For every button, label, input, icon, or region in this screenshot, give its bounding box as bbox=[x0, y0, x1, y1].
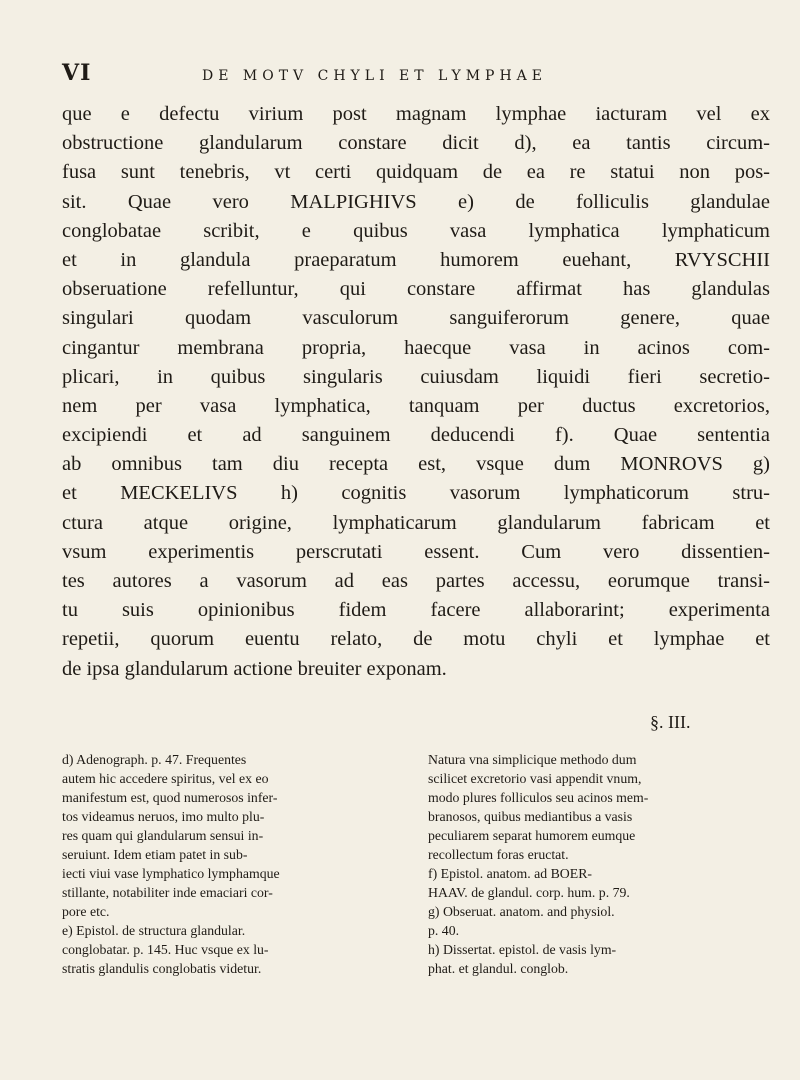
page-header bbox=[62, 60, 762, 94]
text-line: de ipsa glandularum actione breuiter exponam. bbox=[62, 657, 447, 680]
text-line: conglobatae scribit, e quibus vasa lymphatica lymphaticum bbox=[62, 219, 770, 242]
text-line: nem per vasa lymphatica, tanquam per ductus excretorios, bbox=[62, 394, 770, 417]
text-line: plicari, in quibus singularis cuiusdam liquidi fieri secretio- bbox=[62, 365, 770, 388]
text-line: et MECKELIVS h) cognitis vasorum lymphaticorum stru- bbox=[62, 482, 770, 505]
footnote-line: recollectum foras eructat. bbox=[428, 847, 569, 862]
footnote-line: Natura vna simplicique methodo dum bbox=[428, 752, 637, 767]
footnote-line: scilicet excretorio vasi appendit vnum, bbox=[428, 771, 642, 786]
text-line: sit. Quae vero MALPIGHIVS e) de folliculis glandulae bbox=[62, 190, 770, 213]
section-heading: §. III. bbox=[650, 712, 691, 732]
text-line: tu suis opinionibus fidem facere allaborarint; experimenta bbox=[62, 599, 770, 622]
footnote-line: res quam qui glandularum sensui in- bbox=[62, 828, 264, 843]
footnote-line: seruiunt. Idem etiam patet in sub- bbox=[62, 847, 248, 862]
text-line: vsum experimentis perscrutati essent. Cum vero dissentien- bbox=[62, 540, 770, 563]
footnote-line: manifestum est, quod numerosos infer- bbox=[62, 790, 278, 805]
text-line: repetii, quorum euentu relato, de motu chyli et lymphae et bbox=[62, 628, 770, 651]
text-line: excipiendi et ad sanguinem deducendi f). Quae sententia bbox=[62, 424, 770, 447]
text-line: obstructione glandularum constare dicit d), ea tantis circum- bbox=[62, 132, 770, 155]
footnote-line: e) Epistol. de structura glandular. bbox=[62, 923, 246, 938]
text-line: ab omnibus tam diu recepta est, vsque dum MONROVS g) bbox=[62, 453, 770, 476]
footnote-line: tos videamus neruos, imo multo plu- bbox=[62, 809, 265, 824]
footnotes-left-column bbox=[62, 750, 397, 978]
page-number: VI bbox=[62, 60, 92, 86]
footnote-line: p. 40. bbox=[428, 923, 460, 938]
footnote-line: stratis glandulis conglobatis videtur. bbox=[62, 961, 262, 976]
footnote-line: conglobatar. p. 145. Huc vsque ex lu- bbox=[62, 942, 269, 957]
footnote-line: modo plures folliculos seu acinos mem- bbox=[428, 790, 649, 805]
running-title: DE MOTV CHYLI ET LYMPHAE bbox=[202, 68, 547, 84]
footnote-line: g) Obseruat. anatom. and physiol. bbox=[428, 904, 615, 919]
footnote-line: phat. et glandul. conglob. bbox=[428, 961, 569, 976]
footnote-line: f) Epistol. anatom. ad BOER- bbox=[428, 866, 592, 881]
footnote-line: autem hic accedere spiritus, vel ex eo bbox=[62, 771, 269, 786]
footnote-line: branosos, quibus mediantibus a vasis bbox=[428, 809, 633, 824]
body-text bbox=[62, 100, 770, 684]
footnote-line: pore etc. bbox=[62, 904, 110, 919]
footnotes-right-column bbox=[428, 750, 773, 978]
text-line: cingantur membrana propria, haecque vasa in acinos com- bbox=[62, 336, 770, 359]
text-line: que e defectu virium post magnam lymphae iacturam vel ex bbox=[62, 103, 770, 125]
text-line: fusa sunt tenebris, vt certi quidquam de ea re statui non pos- bbox=[62, 161, 770, 184]
text-line: et in glandula praeparatum humorem euehant, RVYSCHII bbox=[62, 248, 770, 271]
footnote-line: peculiarem separat humorem eumque bbox=[428, 828, 636, 843]
footnote-line: iecti viui vase lymphatico lymphamque bbox=[62, 866, 280, 881]
footnote-line: h) Dissertat. epistol. de vasis lym- bbox=[428, 942, 617, 957]
text-line: singulari quodam vasculorum sanguiferorum genere, quae bbox=[62, 307, 770, 330]
text-line: ctura atque origine, lymphaticarum glandularum fabricam et bbox=[62, 511, 770, 534]
text-line: tes autores a vasorum ad eas partes accessu, eorumque transi- bbox=[62, 570, 770, 592]
text-line: obseruatione refelluntur, qui constare affirmat has glandulas bbox=[62, 278, 770, 301]
footnote-line: HAAV. de glandul. corp. hum. p. 79. bbox=[428, 885, 630, 900]
footnote-line: stillante, notabiliter inde emaciari cor- bbox=[62, 885, 273, 900]
footnote-line: d) Adenograph. p. 47. Frequentes bbox=[62, 752, 247, 767]
